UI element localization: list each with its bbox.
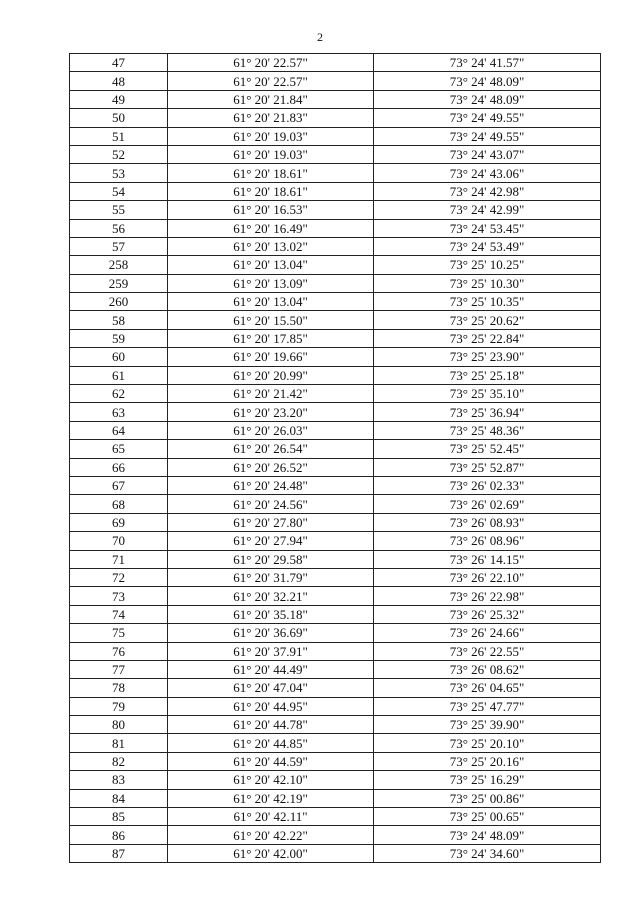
longitude-cell: 73° 25' 20.10" <box>374 734 601 752</box>
point-number-cell: 71 <box>70 550 168 568</box>
latitude-cell: 61° 20' 31.79" <box>168 568 374 586</box>
latitude-cell: 61° 20' 18.61" <box>168 164 374 182</box>
table-row <box>70 274 601 292</box>
latitude-cell: 61° 20' 16.49" <box>168 219 374 237</box>
latitude-cell: 61° 20' 32.21" <box>168 587 374 605</box>
point-number-cell: 78 <box>70 679 168 697</box>
latitude-cell: 61° 20' 19.03" <box>168 145 374 163</box>
table-row <box>70 256 601 274</box>
longitude-cell: 73° 26' 22.55" <box>374 642 601 660</box>
table-row <box>70 237 601 255</box>
table-row <box>70 127 601 145</box>
point-number-cell: 47 <box>70 54 168 72</box>
table-row <box>70 789 601 807</box>
table-row <box>70 734 601 752</box>
table-row <box>70 660 601 678</box>
table-row <box>70 145 601 163</box>
point-number-cell: 58 <box>70 311 168 329</box>
table-row <box>70 771 601 789</box>
point-number-cell: 62 <box>70 385 168 403</box>
latitude-cell: 61° 20' 35.18" <box>168 605 374 623</box>
table-row <box>70 495 601 513</box>
table-row <box>70 458 601 476</box>
point-number-cell: 56 <box>70 219 168 237</box>
latitude-cell: 61° 20' 42.10" <box>168 771 374 789</box>
latitude-cell: 61° 20' 42.19" <box>168 789 374 807</box>
longitude-cell: 73° 24' 49.55" <box>374 127 601 145</box>
latitude-cell: 61° 20' 42.22" <box>168 826 374 844</box>
latitude-cell: 61° 20' 23.20" <box>168 403 374 421</box>
latitude-cell: 61° 20' 15.50" <box>168 311 374 329</box>
latitude-cell: 61° 20' 42.11" <box>168 808 374 826</box>
table-row <box>70 182 601 200</box>
table-row <box>70 403 601 421</box>
latitude-cell: 61° 20' 24.56" <box>168 495 374 513</box>
latitude-cell: 61° 20' 26.54" <box>168 440 374 458</box>
point-number-cell: 66 <box>70 458 168 476</box>
point-number-cell: 64 <box>70 421 168 439</box>
latitude-cell: 61° 20' 18.61" <box>168 182 374 200</box>
table-row <box>70 624 601 642</box>
table-row <box>70 587 601 605</box>
table-row <box>70 605 601 623</box>
longitude-cell: 73° 24' 48.09" <box>374 826 601 844</box>
longitude-cell: 73° 26' 02.69" <box>374 495 601 513</box>
latitude-cell: 61° 20' 44.85" <box>168 734 374 752</box>
table-row <box>70 72 601 90</box>
table-row <box>70 421 601 439</box>
point-number-cell: 83 <box>70 771 168 789</box>
latitude-cell: 61° 20' 26.52" <box>168 458 374 476</box>
point-number-cell: 76 <box>70 642 168 660</box>
latitude-cell: 61° 20' 21.83" <box>168 109 374 127</box>
point-number-cell: 259 <box>70 274 168 292</box>
latitude-cell: 61° 20' 47.04" <box>168 679 374 697</box>
latitude-cell: 61° 20' 13.04" <box>168 256 374 274</box>
longitude-cell: 73° 24' 49.55" <box>374 109 601 127</box>
longitude-cell: 73° 25' 48.36" <box>374 421 601 439</box>
longitude-cell: 73° 25' 35.10" <box>374 385 601 403</box>
longitude-cell: 73° 25' 39.90" <box>374 716 601 734</box>
table-row <box>70 568 601 586</box>
longitude-cell: 73° 25' 10.25" <box>374 256 601 274</box>
latitude-cell: 61° 20' 19.66" <box>168 348 374 366</box>
latitude-cell: 61° 20' 44.59" <box>168 752 374 770</box>
point-number-cell: 87 <box>70 844 168 862</box>
point-number-cell: 48 <box>70 72 168 90</box>
latitude-cell: 61° 20' 42.00" <box>168 844 374 862</box>
point-number-cell: 80 <box>70 716 168 734</box>
longitude-cell: 73° 25' 20.62" <box>374 311 601 329</box>
point-number-cell: 59 <box>70 329 168 347</box>
longitude-cell: 73° 24' 48.09" <box>374 90 601 108</box>
point-number-cell: 60 <box>70 348 168 366</box>
longitude-cell: 73° 24' 41.57" <box>374 54 601 72</box>
point-number-cell: 79 <box>70 697 168 715</box>
table-row <box>70 844 601 862</box>
longitude-cell: 73° 25' 00.86" <box>374 789 601 807</box>
point-number-cell: 52 <box>70 145 168 163</box>
table-row <box>70 476 601 494</box>
point-number-cell: 74 <box>70 605 168 623</box>
table-row <box>70 697 601 715</box>
latitude-cell: 61° 20' 36.69" <box>168 624 374 642</box>
point-number-cell: 72 <box>70 568 168 586</box>
latitude-cell: 61° 20' 20.99" <box>168 366 374 384</box>
longitude-cell: 73° 24' 42.98" <box>374 182 601 200</box>
latitude-cell: 61° 20' 13.09" <box>168 274 374 292</box>
longitude-cell: 73° 25' 52.87" <box>374 458 601 476</box>
point-number-cell: 55 <box>70 201 168 219</box>
point-number-cell: 258 <box>70 256 168 274</box>
latitude-cell: 61° 20' 29.58" <box>168 550 374 568</box>
point-number-cell: 54 <box>70 182 168 200</box>
latitude-cell: 61° 20' 22.57" <box>168 54 374 72</box>
point-number-cell: 75 <box>70 624 168 642</box>
latitude-cell: 61° 20' 37.91" <box>168 642 374 660</box>
table-row <box>70 826 601 844</box>
latitude-cell: 61° 20' 27.80" <box>168 513 374 531</box>
table-row <box>70 808 601 826</box>
longitude-cell: 73° 25' 23.90" <box>374 348 601 366</box>
longitude-cell: 73° 25' 16.29" <box>374 771 601 789</box>
coordinates-table-body <box>70 54 601 863</box>
table-row <box>70 109 601 127</box>
longitude-cell: 73° 24' 43.06" <box>374 164 601 182</box>
longitude-cell: 73° 26' 02.33" <box>374 476 601 494</box>
longitude-cell: 73° 26' 08.62" <box>374 660 601 678</box>
latitude-cell: 61° 20' 26.03" <box>168 421 374 439</box>
longitude-cell: 73° 26' 25.32" <box>374 605 601 623</box>
coordinates-table <box>69 53 601 863</box>
latitude-cell: 61° 20' 27.94" <box>168 532 374 550</box>
point-number-cell: 65 <box>70 440 168 458</box>
longitude-cell: 73° 26' 14.15" <box>374 550 601 568</box>
latitude-cell: 61° 20' 22.57" <box>168 72 374 90</box>
point-number-cell: 85 <box>70 808 168 826</box>
longitude-cell: 73° 26' 24.66" <box>374 624 601 642</box>
longitude-cell: 73° 25' 10.30" <box>374 274 601 292</box>
longitude-cell: 73° 24' 53.45" <box>374 219 601 237</box>
longitude-cell: 73° 25' 20.16" <box>374 752 601 770</box>
table-row <box>70 385 601 403</box>
latitude-cell: 61° 20' 16.53" <box>168 201 374 219</box>
point-number-cell: 68 <box>70 495 168 513</box>
latitude-cell: 61° 20' 13.04" <box>168 293 374 311</box>
table-row <box>70 440 601 458</box>
point-number-cell: 86 <box>70 826 168 844</box>
longitude-cell: 73° 25' 36.94" <box>374 403 601 421</box>
table-row <box>70 716 601 734</box>
longitude-cell: 73° 24' 48.09" <box>374 72 601 90</box>
point-number-cell: 53 <box>70 164 168 182</box>
point-number-cell: 260 <box>70 293 168 311</box>
table-row <box>70 311 601 329</box>
longitude-cell: 73° 24' 43.07" <box>374 145 601 163</box>
longitude-cell: 73° 25' 10.35" <box>374 293 601 311</box>
longitude-cell: 73° 25' 52.45" <box>374 440 601 458</box>
table-row <box>70 348 601 366</box>
point-number-cell: 49 <box>70 90 168 108</box>
latitude-cell: 61° 20' 21.42" <box>168 385 374 403</box>
latitude-cell: 61° 20' 13.02" <box>168 237 374 255</box>
table-row <box>70 752 601 770</box>
longitude-cell: 73° 25' 22.84" <box>374 329 601 347</box>
table-row <box>70 293 601 311</box>
table-row <box>70 642 601 660</box>
point-number-cell: 51 <box>70 127 168 145</box>
table-row <box>70 366 601 384</box>
latitude-cell: 61° 20' 44.49" <box>168 660 374 678</box>
table-row <box>70 54 601 72</box>
point-number-cell: 61 <box>70 366 168 384</box>
longitude-cell: 73° 26' 08.96" <box>374 532 601 550</box>
longitude-cell: 73° 24' 42.99" <box>374 201 601 219</box>
point-number-cell: 84 <box>70 789 168 807</box>
latitude-cell: 61° 20' 19.03" <box>168 127 374 145</box>
table-row <box>70 164 601 182</box>
table-row <box>70 201 601 219</box>
longitude-cell: 73° 25' 47.77" <box>374 697 601 715</box>
point-number-cell: 69 <box>70 513 168 531</box>
point-number-cell: 70 <box>70 532 168 550</box>
latitude-cell: 61° 20' 44.95" <box>168 697 374 715</box>
latitude-cell: 61° 20' 21.84" <box>168 90 374 108</box>
table-row <box>70 679 601 697</box>
point-number-cell: 82 <box>70 752 168 770</box>
point-number-cell: 57 <box>70 237 168 255</box>
longitude-cell: 73° 26' 22.10" <box>374 568 601 586</box>
point-number-cell: 77 <box>70 660 168 678</box>
latitude-cell: 61° 20' 44.78" <box>168 716 374 734</box>
page-number: 2 <box>317 30 323 44</box>
latitude-cell: 61° 20' 24.48" <box>168 476 374 494</box>
table-row <box>70 532 601 550</box>
latitude-cell: 61° 20' 17.85" <box>168 329 374 347</box>
table-row <box>70 550 601 568</box>
point-number-cell: 50 <box>70 109 168 127</box>
longitude-cell: 73° 25' 00.65" <box>374 808 601 826</box>
table-row <box>70 90 601 108</box>
table-row <box>70 329 601 347</box>
point-number-cell: 81 <box>70 734 168 752</box>
longitude-cell: 73° 26' 04.65" <box>374 679 601 697</box>
point-number-cell: 63 <box>70 403 168 421</box>
longitude-cell: 73° 25' 25.18" <box>374 366 601 384</box>
longitude-cell: 73° 26' 22.98" <box>374 587 601 605</box>
longitude-cell: 73° 26' 08.93" <box>374 513 601 531</box>
table-row <box>70 219 601 237</box>
longitude-cell: 73° 24' 53.49" <box>374 237 601 255</box>
point-number-cell: 73 <box>70 587 168 605</box>
point-number-cell: 67 <box>70 476 168 494</box>
longitude-cell: 73° 24' 34.60" <box>374 844 601 862</box>
table-row <box>70 513 601 531</box>
